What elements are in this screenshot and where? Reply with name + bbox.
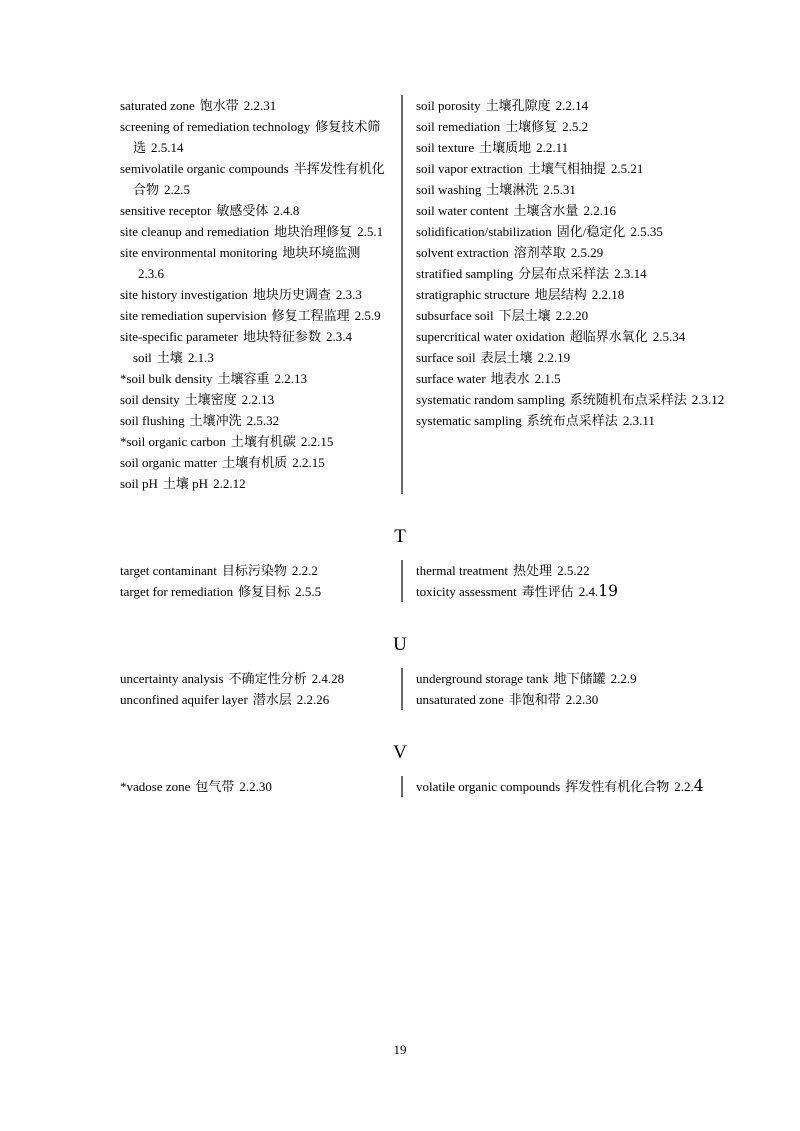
index-entry [416, 389, 726, 410]
entry-ref: 2.2.15 [300, 434, 334, 449]
entry-term-en: site cleanup and remediation [120, 224, 270, 239]
entry-ref: 2.2.11 [536, 140, 569, 155]
section-heading-v: V [393, 742, 407, 763]
entry-ref: 2.1.3 [187, 350, 214, 365]
entry-term-zh: 地块治理修复 [274, 224, 353, 239]
index-entry [416, 179, 726, 200]
entry-term-zh: 土壤容重 [217, 371, 270, 386]
entry-ref: 2.2.4 [674, 777, 704, 795]
entry-term-zh: 包气带 [195, 779, 235, 794]
entry-term-en: saturated zone [120, 98, 195, 113]
index-entry [120, 326, 391, 347]
index-entry [120, 116, 391, 158]
entry-ref: 2.2.19 [537, 350, 571, 365]
section-heading-u: U [393, 634, 407, 655]
entry-ref: 2.5.31 [543, 182, 576, 197]
section-s-left-column [120, 95, 401, 494]
entry-ref: 2.5.32 [246, 413, 280, 428]
entry-term-zh: 地下储罐 [553, 671, 606, 686]
index-entry [416, 581, 726, 602]
entry-term-zh: 土壤有机碳 [230, 434, 296, 449]
entry-term-zh: 挥发性有机化合物 [565, 779, 670, 794]
entry-term-en: solidification/stabilization [416, 224, 552, 239]
entry-term-zh: 饱水带 [199, 98, 239, 113]
entry-ref: 2.5.5 [295, 584, 322, 599]
entry-term-en: unconfined aquifer layer [120, 692, 248, 707]
index-entry [120, 473, 391, 494]
index-entry [120, 452, 391, 473]
entry-ref: 2.2.18 [591, 287, 625, 302]
entry-ref: 2.4.8 [273, 203, 300, 218]
entry-ref: 2.2.16 [583, 203, 616, 218]
entry-term-en: site history investigation [120, 287, 248, 302]
entry-term-zh: 溶剂萃取 [513, 245, 566, 260]
entry-ref: 2.2.30 [565, 692, 599, 707]
entry-ref: 2.3.4 [326, 329, 353, 344]
entry-term-zh: 半挥发性有机化合物 [133, 161, 385, 197]
page-number: 19 [393, 1042, 407, 1057]
entry-term-en: screening of remediation technology [120, 119, 311, 134]
entry-ref: 2.5.2 [562, 119, 589, 134]
entry-term-en: systematic random sampling [416, 392, 565, 407]
entry-term-zh: 潜水层 [252, 692, 292, 707]
entry-ref: 2.2.13 [241, 392, 275, 407]
section-heading-t: T [394, 526, 406, 547]
entry-ref: 2.5.35 [630, 224, 663, 239]
entry-ref: 2.3.3 [335, 287, 362, 302]
section-v-right-column [403, 776, 726, 797]
entry-term-zh: 非饱和带 [508, 692, 561, 707]
entry-term-en: soil pH [120, 476, 158, 491]
entry-term-en: site remediation supervision [120, 308, 267, 323]
entry-term-zh: 修复目标 [238, 584, 291, 599]
entry-term-en: solvent extraction [416, 245, 509, 260]
entry-term-zh: 土壤 pH [162, 476, 209, 491]
index-entry [120, 95, 391, 116]
entry-term-en: stratigraphic structure [416, 287, 530, 302]
index-entry [120, 347, 391, 368]
index-entry [416, 668, 726, 689]
index-section-s [0, 95, 800, 494]
entry-term-en: stratified sampling [416, 266, 514, 281]
entry-term-zh: 热处理 [513, 563, 553, 578]
index-entry [416, 689, 726, 710]
entry-ref: 2.5.22 [557, 563, 590, 578]
entry-ref: 2.3.14 [614, 266, 647, 281]
index-entry [120, 668, 391, 689]
index-section-v [0, 776, 800, 797]
index-entry [120, 200, 391, 221]
index-entry [120, 581, 391, 602]
entry-term-en: target contaminant [120, 563, 217, 578]
entry-term-zh: 土壤孔隙度 [485, 98, 551, 113]
entry-ref: 2.3.12 [691, 392, 725, 407]
entry-term-en: soil water content [416, 203, 509, 218]
section-v-left-column [120, 776, 401, 797]
section-t-right-column [403, 560, 726, 602]
index-entry [120, 389, 391, 410]
entry-term-en: soil texture [416, 140, 475, 155]
entry-term-en: soil vapor extraction [416, 161, 523, 176]
entry-term-en: site environmental monitoring [120, 245, 278, 260]
entry-ref: 2.5.34 [652, 329, 686, 344]
section-u-left-column [120, 668, 401, 710]
index-entry [416, 95, 726, 116]
entry-term-zh: 固化/稳定化 [556, 224, 626, 239]
entry-term-zh: 土壤质地 [479, 140, 532, 155]
entry-term-zh: 系统布点采样法 [526, 413, 618, 428]
index-entry [120, 560, 391, 581]
entry-term-zh: 分层布点采样法 [518, 266, 610, 281]
entry-term-en: *vadose zone [120, 779, 191, 794]
entry-ref: 2.2.14 [555, 98, 589, 113]
entry-ref: 2.2.5 [164, 182, 191, 197]
index-entry [120, 368, 391, 389]
entry-term-zh: 目标污染物 [221, 563, 287, 578]
index-entry [120, 689, 391, 710]
entry-term-en: soil flushing [120, 413, 185, 428]
entry-term-en: soil organic matter [120, 455, 218, 470]
index-section-t [0, 560, 800, 602]
entry-term-zh: 土壤冲洗 [189, 413, 242, 428]
entry-ref: 2.5.14 [151, 140, 184, 155]
entry-term-en: site-specific parameter [120, 329, 239, 344]
entry-term-zh: 土壤修复 [505, 119, 558, 134]
index-entry [416, 347, 726, 368]
entry-ref-big: 4 [693, 777, 704, 795]
entry-term-zh: 地块历史调查 [252, 287, 331, 302]
entry-term-zh: 修复工程监理 [271, 308, 350, 323]
entry-term-en: soil washing [416, 182, 482, 197]
entry-term-en: thermal treatment [416, 563, 509, 578]
entry-term-en: sensitive receptor [120, 203, 212, 218]
entry-ref: 2.2.31 [243, 98, 277, 113]
index-entry [416, 326, 726, 347]
index-entry [416, 284, 726, 305]
section-t-left-column [120, 560, 401, 602]
index-entry [120, 221, 391, 242]
entry-ref: 2.5.29 [570, 245, 604, 260]
entry-term-zh: 下层土壤 [498, 308, 551, 323]
entry-term-zh: 表层土壤 [480, 350, 533, 365]
entry-term-en: soil remediation [416, 119, 501, 134]
entry-ref: 2.2.9 [610, 671, 637, 686]
entry-term-zh: 地表水 [490, 371, 530, 386]
entry-ref: 2.2.12 [213, 476, 246, 491]
entry-term-en: soil density [120, 392, 180, 407]
entry-term-zh: 修复技术筛选 [133, 119, 381, 155]
entry-ref: 2.2.30 [239, 779, 272, 794]
index-entry [416, 242, 726, 263]
entry-term-en: volatile organic compounds [416, 779, 561, 794]
entry-ref: 2.5.21 [610, 161, 644, 176]
index-entry [120, 305, 391, 326]
index-entry [416, 137, 726, 158]
entry-ref: 2.2.13 [274, 371, 307, 386]
index-entry [416, 560, 726, 581]
entry-term-en: *soil bulk density [120, 371, 213, 386]
index-entry [416, 263, 726, 284]
entry-term-en: soil [133, 350, 152, 365]
index-entry [416, 221, 726, 242]
entry-ref: 2.2.2 [291, 563, 318, 578]
entry-term-en: *soil organic carbon [120, 434, 226, 449]
index-entry [416, 158, 726, 179]
entry-ref: 2.5.9 [354, 308, 381, 323]
entry-term-zh: 系统随机布点采样法 [569, 392, 687, 407]
entry-term-zh: 地层结构 [534, 287, 587, 302]
entry-term-zh: 毒性评估 [521, 584, 574, 599]
entry-term-en: soil porosity [416, 98, 481, 113]
entry-ref: 2.3.6 [138, 266, 164, 281]
entry-term-en: surface water [416, 371, 486, 386]
entry-ref: 2.1.5 [534, 371, 561, 386]
index-entry [416, 776, 726, 797]
entry-term-en: supercritical water oxidation [416, 329, 565, 344]
entry-ref: 2.4.28 [311, 671, 345, 686]
index-section-u [0, 668, 800, 710]
entry-term-en: underground storage tank [416, 671, 549, 686]
entry-term-zh: 地块环境监测 [282, 245, 361, 260]
entry-term-zh: 敏感受体 [216, 203, 269, 218]
index-entry [120, 431, 391, 452]
section-u-right-column [403, 668, 726, 710]
entry-term-zh: 土壤气相抽提 [527, 161, 606, 176]
entry-term-zh: 土壤淋洗 [486, 182, 539, 197]
index-entry [120, 242, 391, 284]
index-entry [120, 158, 391, 200]
entry-term-zh: 土壤密度 [184, 392, 237, 407]
index-entry [120, 410, 391, 431]
entry-term-en: toxicity assessment [416, 584, 517, 599]
entry-term-zh: 地块特征参数 [243, 329, 322, 344]
section-s-right-column [403, 95, 726, 494]
entry-ref: 2.2.20 [555, 308, 589, 323]
index-entry [416, 410, 726, 431]
entry-term-en: uncertainty analysis [120, 671, 224, 686]
entry-term-zh: 不确定性分析 [228, 671, 307, 686]
entry-ref: 2.5.1 [357, 224, 384, 239]
entry-term-en: semivolatile organic compounds [120, 161, 289, 176]
entry-ref: 2.2.15 [292, 455, 325, 470]
entry-term-en: target for remediation [120, 584, 234, 599]
index-entry [416, 200, 726, 221]
entry-term-zh: 土壤含水量 [513, 203, 579, 218]
entry-ref: 2.3.11 [622, 413, 655, 428]
entry-term-en: surface soil [416, 350, 476, 365]
entry-term-zh: 土壤 [156, 350, 183, 365]
index-entry [120, 284, 391, 305]
entry-ref: 2.2.26 [296, 692, 330, 707]
entry-term-en: unsaturated zone [416, 692, 504, 707]
entry-ref: 2.4.19 [578, 582, 618, 600]
entry-ref-big: 19 [598, 582, 618, 600]
entry-term-zh: 超临界水氧化 [569, 329, 648, 344]
entry-term-zh: 土壤有机质 [222, 455, 288, 470]
entry-term-en: systematic sampling [416, 413, 522, 428]
index-entry [416, 368, 726, 389]
index-entry [416, 116, 726, 137]
entry-term-en: subsurface soil [416, 308, 494, 323]
index-entry [120, 776, 391, 797]
index-entry [416, 305, 726, 326]
